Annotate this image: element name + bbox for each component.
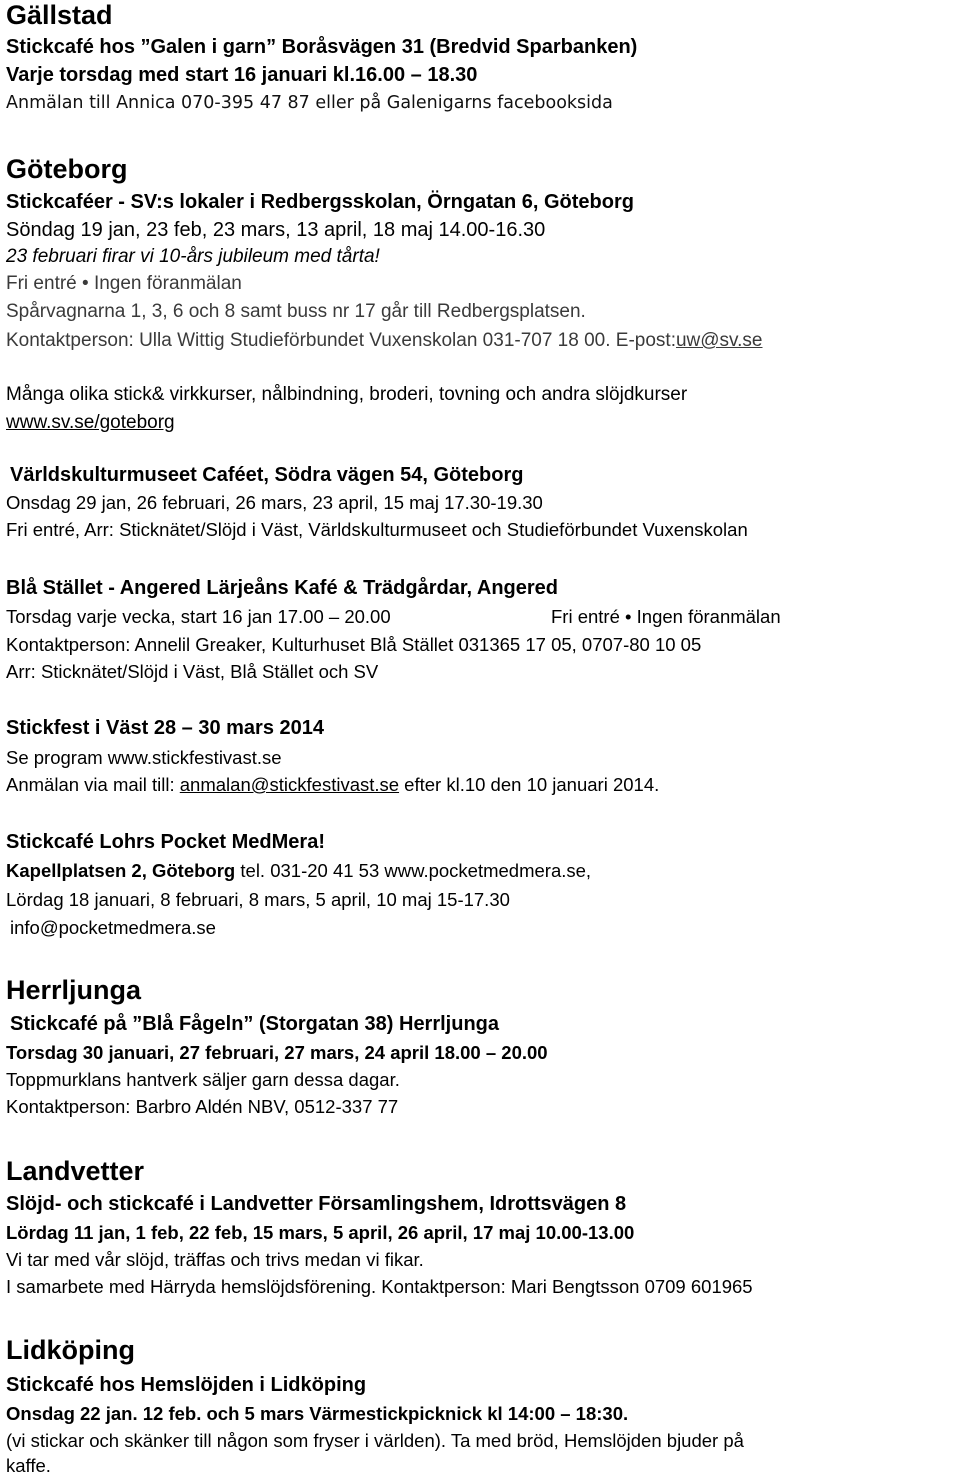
- lidkoping-title: Stickcafé hos Hemslöjden i Lidköping: [6, 1374, 367, 1396]
- lidkoping-dates: Onsdag 22 jan. 12 feb. och 5 mars Värmestickpicknick kl 14:00 – 18:30.: [6, 1403, 629, 1424]
- sv-entry: Fri entré • Ingen föranmälan: [6, 273, 242, 294]
- heading-gallstad: Gällstad: [6, 0, 113, 30]
- landvetter-info: Vi tar med vår slöjd, träffas och trivs medan vi fikar.: [6, 1249, 424, 1270]
- vkm-info: Fri entré, Arr: Sticknätet/Slöjd i Väst, Världskulturmuseet och Studieförbundet Vuxenskolan: [6, 519, 748, 540]
- sv-transport: Spårvagnarna 1, 3, 6 och 8 samt buss nr 17 går till Redbergsplatsen.: [6, 301, 586, 322]
- bla-arr: Arr: Sticknätet/Slöjd i Väst, Blå Stället och SV: [6, 661, 379, 682]
- fest-signup-email-link[interactable]: anmalan@stickfestivast.se: [179, 774, 400, 795]
- lohrs-address-bold: Kapellplatsen 2, Göteborg: [6, 860, 236, 881]
- fest-signup: [6, 774, 659, 795]
- herrljunga-contact: Kontaktperson: Barbro Aldén NBV, 0512-337 77: [6, 1096, 399, 1117]
- heading-landvetter: Landvetter: [6, 1156, 145, 1186]
- herrljunga-title: Stickcafé på ”Blå Fågeln” (Storgatan 38) Herrljunga: [10, 1013, 500, 1035]
- lidkoping-info-line2: kaffe.: [6, 1455, 51, 1476]
- gallstad-title: Stickcafé hos ”Galen i garn” Boråsvägen 31 (Bredvid Sparbanken): [6, 36, 638, 58]
- landvetter-contact: I samarbete med Härryda hemslöjdsförening. Kontaktperson: Mari Bengtsson 0709 601965: [6, 1276, 753, 1297]
- bla-entry: Fri entré • Ingen föranmälan: [551, 606, 781, 627]
- herrljunga-dates: Torsdag 30 januari, 27 februari, 27 mars, 24 april 18.00 – 20.00: [6, 1042, 548, 1063]
- bla-contact: Kontaktperson: Annelil Greaker, Kulturhuset Blå Stället 031365 17 05, 0707-80 10 05: [6, 634, 702, 655]
- sv-dates: Söndag 19 jan, 23 feb, 23 mars, 13 april, 18 maj 14.00-16.30: [6, 219, 546, 241]
- gallstad-signup: Anmälan till Annica 070-395 47 87 eller på Galenigarns facebooksida: [6, 93, 613, 113]
- heading-herrljunga: Herrljunga: [6, 975, 142, 1005]
- heading-lidkoping: Lidköping: [6, 1335, 135, 1365]
- sv-courses: Många olika stick& virkkurser, nålbindning, broderi, tovning och andra slöjdkurser: [6, 384, 688, 405]
- gallstad-schedule: Varje torsdag med start 16 januari kl.16.00 – 18.30: [6, 64, 478, 86]
- fest-signup-post: efter kl.10 den 10 januari 2014.: [399, 774, 660, 795]
- landvetter-title: Slöjd- och stickcafé i Landvetter Församlingshem, Idrottsvägen 8: [6, 1193, 627, 1215]
- landvetter-dates: Lördag 11 jan, 1 feb, 22 feb, 15 mars, 5 april, 26 april, 17 maj 10.00-13.00: [6, 1222, 635, 1243]
- sv-email-link[interactable]: uw@sv.se: [675, 330, 763, 351]
- sv-link[interactable]: www.sv.se/goteborg: [6, 412, 175, 433]
- lohrs-email: info@pocketmedmera.se: [10, 917, 216, 938]
- lidkoping-info-line1: (vi stickar och skänker till någon som fryser i världen). Ta med bröd, Hemslöjden bjuder på: [6, 1430, 744, 1451]
- fest-signup-pre: Anmälan via mail till:: [6, 774, 180, 795]
- sv-contact-text: Kontaktperson: Ulla Wittig Studieförbundet Vuxenskolan 031-707 18 00. E-post:: [6, 330, 676, 351]
- vkm-title: Världskulturmuseet Caféet, Södra vägen 54, Göteborg: [10, 464, 524, 486]
- sv-title: Stickcaféer - SV:s lokaler i Redbergsskolan, Örngatan 6, Göteborg: [6, 191, 634, 213]
- sv-jubilee: 23 februari firar vi 10-års jubileum med tårta!: [6, 246, 380, 267]
- sv-contact: [6, 330, 763, 352]
- herrljunga-info: Toppmurklans hantverk säljer garn dessa dagar.: [6, 1069, 400, 1090]
- lohrs-address: [6, 860, 591, 881]
- bla-title: Blå Stället - Angered Lärjeåns Kafé & Trädgårdar, Angered: [6, 577, 559, 599]
- lohrs-address-rest: tel. 031-20 41 53 www.pocketmedmera.se,: [235, 860, 592, 881]
- heading-goteborg: Göteborg: [6, 154, 128, 184]
- vkm-dates: Onsdag 29 jan, 26 februari, 26 mars, 23 april, 15 maj 17.30-19.30: [6, 492, 543, 513]
- fest-program: Se program www.stickfestivast.se: [6, 747, 282, 768]
- lohrs-dates: Lördag 18 januari, 8 februari, 8 mars, 5 april, 10 maj 15-17.30: [6, 889, 510, 910]
- lohrs-title: Stickcafé Lohrs Pocket MedMera!: [6, 831, 325, 853]
- bla-dates: Torsdag varje vecka, start 16 jan 17.00 – 20.00: [6, 606, 391, 627]
- fest-title: Stickfest i Väst 28 – 30 mars 2014: [6, 717, 324, 739]
